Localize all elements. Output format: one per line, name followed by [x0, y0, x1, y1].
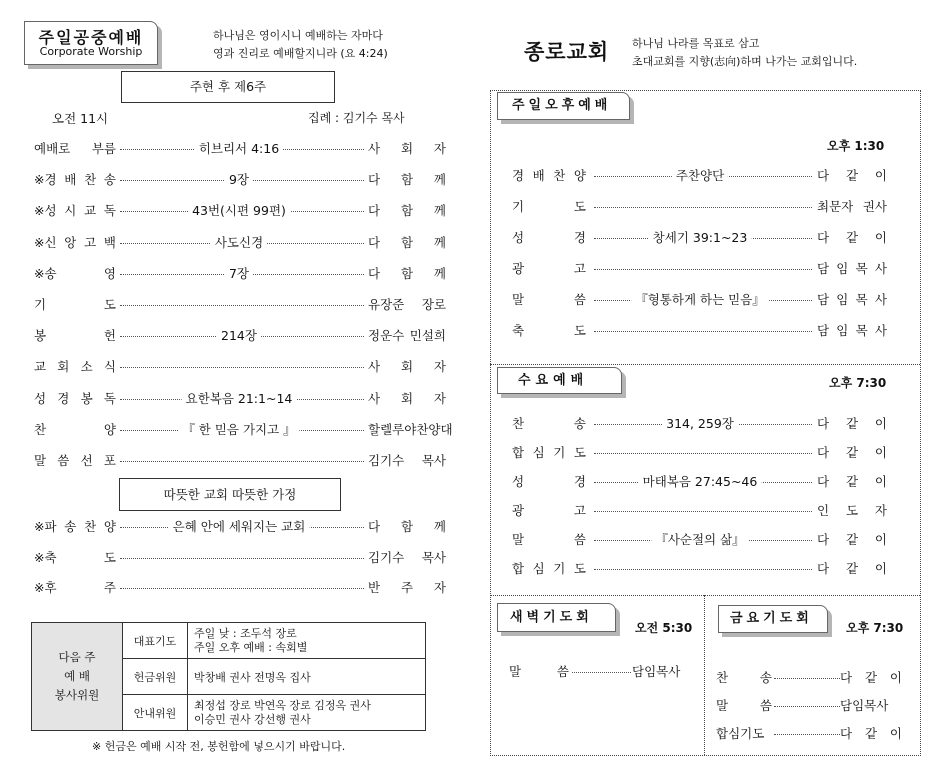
- order-item: [512, 472, 892, 492]
- order-item-leader: 담임목사: [840, 698, 889, 713]
- order-item-label: 찬 송: [512, 416, 586, 431]
- header-verse-line2: 영과 진리로 예배할지니라 (요 4:24): [213, 47, 388, 60]
- order-item: [509, 662, 694, 682]
- leader-dots: [594, 207, 812, 208]
- order-item-leader: 담 임 목 사: [817, 261, 887, 276]
- order-item: [512, 290, 892, 310]
- order-item: [28, 389, 446, 409]
- order-item-leader: 다 같 이: [817, 416, 887, 431]
- worship-title-ko: 주일공중예배: [38, 28, 144, 47]
- order-item-label: ※성 시 교 독: [34, 203, 116, 219]
- order-item: [28, 451, 446, 471]
- names-cell: 박창배 권사 전명옥 집사: [188, 659, 426, 695]
- order-item-leader: 다 같 이: [817, 168, 887, 183]
- leader-dots: [594, 453, 812, 454]
- order-item: [28, 357, 446, 377]
- order-item-leader: 정운수 민설희: [368, 328, 446, 344]
- order-item-leader: 김기수 목사: [368, 453, 446, 468]
- order-item-detail: 은혜 안에 세워지는 교회: [169, 517, 310, 535]
- leader-dots: [120, 588, 364, 589]
- order-item-leader: 다 함 께: [368, 265, 446, 281]
- order-item-detail: 314, 259장: [662, 414, 738, 432]
- sermon-title: 따뜻한 교회 따뜻한 가정: [163, 487, 297, 502]
- order-item-leader: 다 같 이: [817, 561, 887, 576]
- frame-divider-1: [490, 364, 920, 365]
- offering-footnote: ※ 헌금은 예배 시작 전, 봉헌함에 넣으시기 바랍니다.: [92, 740, 346, 753]
- order-item: [512, 414, 892, 434]
- order-item-leader: 사 회 자: [368, 141, 446, 156]
- order-item-detail: 214장: [217, 326, 261, 344]
- dawn-title: 새벽기도회: [510, 610, 593, 625]
- order-item-label: 성 경 봉 독: [34, 390, 116, 406]
- order-item-leader: 김기수 목사: [368, 549, 446, 565]
- leader-dots: [572, 672, 631, 673]
- order-item-leader: 다 함 께: [368, 203, 446, 219]
- order-item-label: 기 도: [34, 297, 116, 312]
- week-label-box: [121, 71, 335, 103]
- order-item-detail: 7장: [225, 264, 253, 282]
- leader-dots: [774, 734, 840, 735]
- order-item-label: 기 도: [512, 199, 586, 214]
- wednesday-title-tab: [497, 367, 622, 394]
- order-item-leader: 담 임 목 사: [817, 323, 887, 338]
- order-item-label: ※후 주: [34, 580, 116, 595]
- friday-title-tab: [718, 605, 828, 633]
- leader-dots: [120, 367, 364, 368]
- leader-dots: [774, 678, 840, 679]
- worship-title-en: Corporate Worship: [39, 45, 143, 58]
- church-motto-line2: 초대교회를 지향(志向)하며 나가는 교회입니다.: [632, 55, 858, 68]
- left-title-box: [24, 21, 158, 65]
- order-item: [512, 259, 892, 279]
- order-item-label: 성 경: [512, 474, 586, 489]
- order-item-label: ※축 도: [34, 549, 116, 565]
- order-item-detail: 사도신경: [211, 233, 267, 251]
- leader-dots: [594, 331, 812, 332]
- wednesday-title: 수요예배: [518, 373, 589, 388]
- order-item-detail: 주찬양단: [672, 166, 728, 184]
- leader-dots: [594, 569, 812, 570]
- order-item-leader: 인 도 자: [817, 503, 887, 518]
- order-item-label: 말 씀: [512, 292, 586, 307]
- dawn-title-tab: [497, 603, 616, 632]
- order-item-label: 합 심 기 도: [512, 561, 586, 576]
- order-item: [28, 295, 446, 315]
- order-item-label: 합심기도: [716, 726, 765, 741]
- order-item: [512, 166, 892, 186]
- order-item-leader: 담임목사: [632, 664, 681, 679]
- role-cell: 헌금위원: [123, 659, 188, 695]
- order-item: [512, 197, 892, 217]
- order-item-leader: 사 회 자: [368, 390, 446, 406]
- officiant: 집례 : 김기수 목사: [308, 111, 405, 125]
- order-item-label: 경 배 찬 양: [512, 168, 586, 183]
- order-item-label: 광 고: [512, 261, 586, 276]
- service-time: 오전 11시: [52, 111, 109, 126]
- names-cell: 최정섭 장로 박연옥 장로 김정옥 권사 이승민 권사 강선행 권사: [188, 695, 426, 731]
- order-item-label: 찬 양: [34, 421, 116, 437]
- week-label: 주현 후 제6주: [189, 79, 267, 94]
- order-item: [512, 501, 892, 521]
- sermon-title-box: [119, 478, 341, 511]
- order-item: [28, 420, 453, 440]
- order-item: [512, 443, 892, 463]
- afternoon-title-tab: [497, 92, 630, 120]
- order-item-leader: 담 임 목 사: [817, 292, 887, 307]
- leader-dots: [120, 461, 364, 462]
- order-item: [28, 233, 446, 253]
- order-item-detail: 『사순절의 삶』: [651, 530, 748, 548]
- wednesday-time: 오후 7:30: [829, 376, 887, 390]
- order-item-leader: 다 같 이: [817, 474, 887, 489]
- order-item-leader: 다 함 께: [368, 234, 446, 250]
- order-item-leader: 다 함 께: [368, 172, 446, 188]
- order-item-detail: 히브리서 4:16: [195, 139, 283, 157]
- order-item-label: 말 씀: [509, 664, 569, 679]
- order-item-leader: 다 같 이: [817, 445, 887, 460]
- leader-dots: [594, 269, 812, 270]
- order-item-label: 광 고: [512, 503, 586, 518]
- order-item-label: 말 씀: [716, 698, 772, 713]
- service-volunteers-table: [31, 622, 426, 731]
- order-item-label: 말 씀 선 포: [34, 453, 116, 468]
- names-cell: 주일 낮 : 조두석 장로 주일 오후 예배 : 속회별: [188, 623, 426, 659]
- order-item-leader: 다 같 이: [840, 726, 902, 741]
- order-item-label: 예배로 부름: [34, 141, 116, 156]
- order-item-leader: 최문자 권사: [817, 199, 887, 214]
- role-cell: 대표기도: [123, 623, 188, 659]
- frame-divider-2: [490, 595, 920, 596]
- order-item-label: 교 회 소 식: [34, 359, 116, 375]
- order-item-detail: 『형통하게 하는 믿음』: [631, 290, 769, 308]
- order-item-leader: 사 회 자: [368, 359, 446, 375]
- order-item-leader: 반 주 자: [368, 580, 446, 595]
- order-item: [28, 548, 446, 568]
- friday-title: 금요기도회: [730, 611, 813, 626]
- order-item-label: 말 씀: [512, 532, 586, 547]
- order-item: [716, 696, 906, 716]
- church-name: 종로교회: [524, 39, 610, 64]
- order-item-label: 축 도: [512, 323, 586, 338]
- order-item-label: 합 심 기 도: [512, 445, 586, 460]
- order-item: [512, 559, 892, 579]
- dawn-time: 오전 5:30: [635, 621, 693, 635]
- order-item: [28, 139, 446, 159]
- order-item: [28, 517, 446, 537]
- order-item: [28, 170, 446, 190]
- leader-dots: [120, 305, 364, 306]
- order-item: [716, 724, 906, 744]
- order-item-detail: 9장: [225, 170, 253, 188]
- leader-dots: [120, 558, 364, 559]
- order-item-label: 봉 헌: [34, 328, 116, 344]
- order-item: [28, 578, 446, 598]
- frame-divider-3: [704, 595, 705, 755]
- friday-time: 오후 7:30: [846, 621, 904, 635]
- order-item-label: ※송 영: [34, 265, 116, 281]
- order-item-label: ※신 앙 고 백: [34, 234, 116, 250]
- order-item-leader: 다 같 이: [840, 670, 902, 685]
- order-item-detail: 창세기 39:1~23: [649, 228, 752, 246]
- order-item-leader: 할렐루야 찬양대: [368, 421, 453, 437]
- order-item: [512, 321, 892, 341]
- order-item-detail: 마태복음 27:45~46: [639, 472, 762, 490]
- order-item-leader: 다 같 이: [817, 230, 887, 245]
- afternoon-title: 주일오후예배: [512, 98, 612, 113]
- order-item: [512, 530, 892, 550]
- order-item-detail: 요한복음 21:1~14: [182, 389, 297, 407]
- order-item-label: ※파 송 찬 양: [34, 519, 116, 534]
- order-item: [512, 228, 892, 248]
- order-item-detail: 『 한 믿음 가지고 』: [178, 420, 299, 438]
- leader-dots: [594, 511, 812, 512]
- order-item-label: 성 경: [512, 230, 586, 245]
- role-cell: 안내위원: [123, 695, 188, 731]
- order-item-leader: 유장준 장로: [368, 297, 446, 312]
- afternoon-time: 오후 1:30: [827, 139, 885, 153]
- order-item-leader: 다 같 이: [817, 532, 887, 547]
- volunteers-header-cell: 다음 주 예 배 봉사위원: [32, 623, 123, 731]
- order-item-detail: 43번(시편 99편): [188, 201, 290, 219]
- church-motto-line1: 하나님 나라를 목표로 삼고: [632, 37, 760, 50]
- order-item: [716, 668, 906, 688]
- order-item-label: ※경 배 찬 송: [34, 172, 116, 188]
- order-item-label: 찬 송: [716, 670, 772, 685]
- order-item-leader: 다 함 께: [368, 519, 446, 534]
- order-item: [28, 201, 446, 221]
- header-verse-line1: 하나님은 영이시니 예배하는 자마다: [213, 29, 383, 42]
- order-item: [28, 264, 446, 284]
- leader-dots: [774, 706, 840, 707]
- order-item: [28, 326, 446, 346]
